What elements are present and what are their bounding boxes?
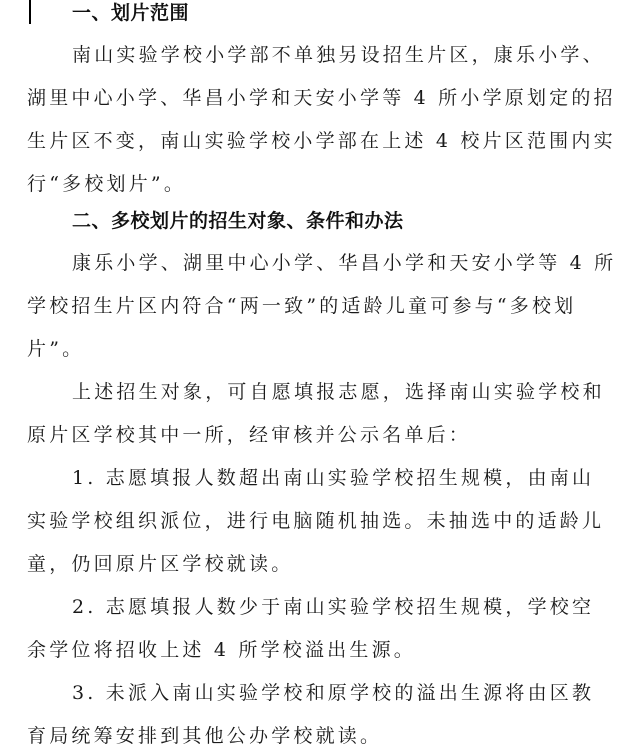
paragraph-line: 康乐小学、湖里中心小学、华昌小学和天安小学等 4 所 <box>72 252 617 274</box>
list-item-3: 3. 未派入南山实验学校和原学校的溢出生源将由区教 <box>72 682 595 704</box>
paragraph-line: 行“多校划片”。 <box>27 173 187 195</box>
paragraph-line: 生片区不变，南山实验学校小学部在上述 4 校片区范围内实 <box>27 130 616 152</box>
section-heading-2: 二、多校划片的招生对象、条件和办法 <box>72 210 404 232</box>
paragraph-line: 育局统筹安排到其他公办学校就读。 <box>27 725 383 747</box>
paragraph-line: 湖里中心小学、华昌小学和天安小学等 4 所小学原划定的招 <box>27 87 616 109</box>
paragraph-line: 学校招生片区内符合“两一致”的适龄儿童可参与“多校划 <box>27 295 577 317</box>
paragraph-line: 原片区学校其中一所，经审核并公示名单后： <box>27 424 472 446</box>
paragraph-line: 童，仍回原片区学校就读。 <box>27 553 294 575</box>
paragraph-line: 实验学校组织派位，进行电脑随机抽选。未抽选中的适龄儿 <box>27 510 605 532</box>
section-heading-1: 一、划片范围 <box>72 2 190 24</box>
text-cursor <box>29 0 31 24</box>
paragraph-line: 余学位将招收上述 4 所学校溢出生源。 <box>27 639 416 661</box>
paragraph-line: 片”。 <box>27 338 85 360</box>
list-item-1: 1. 志愿填报人数超出南山实验学校招生规模，由南山 <box>72 467 595 489</box>
list-item-2: 2. 志愿填报人数少于南山实验学校招生规模，学校空 <box>72 596 595 618</box>
paragraph-line: 南山实验学校小学部不单独另设招生片区，康乐小学、 <box>72 44 605 66</box>
paragraph-line: 上述招生对象，可自愿填报志愿，选择南山实验学校和 <box>72 381 605 403</box>
